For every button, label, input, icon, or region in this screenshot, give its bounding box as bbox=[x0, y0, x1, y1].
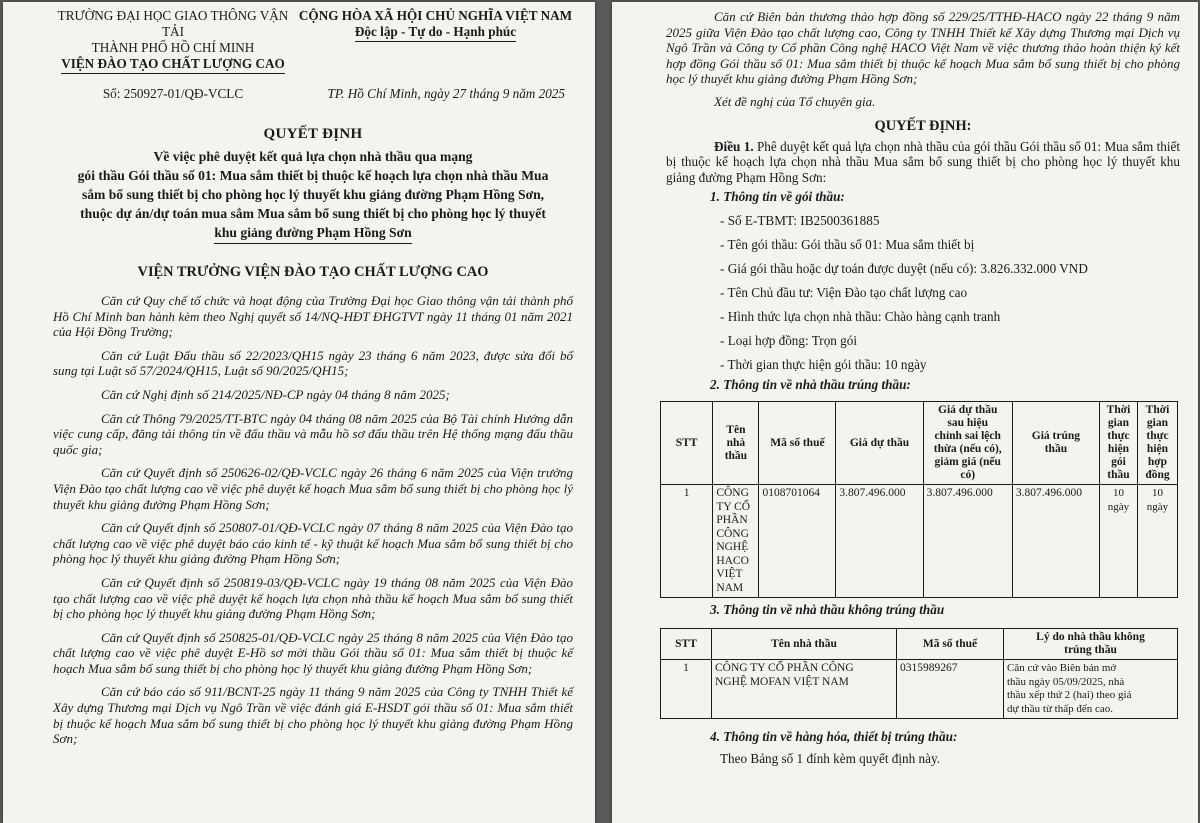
text-line: bị cho phòng học lý thuyết khu giảng đường Phạm Hồng Sơn; bbox=[53, 480, 573, 512]
table-row bbox=[661, 660, 1178, 719]
article-1 bbox=[666, 139, 1180, 186]
text-line: Căn cứ Quyết định số 250825-01/QĐ-VCLC ngày 25 tháng 8 năm 2025 của Viện bbox=[101, 629, 531, 645]
cell-stt: 1 bbox=[661, 485, 713, 598]
text-line: giảm giá (nếu bbox=[934, 456, 1001, 469]
text-line: Giá trúng bbox=[1031, 430, 1081, 443]
text-line: Căn cứ Quyết định số 250819-03/QĐ-VCLC ngày 19 tháng 08 năm 2025 của Viện bbox=[101, 574, 551, 590]
list-item: - Hình thức lựa chọn nhà thầu: Chào hàng cạnh tranh bbox=[720, 309, 1001, 325]
header-bidder-name: Tên nhà thầu bbox=[712, 629, 897, 660]
header-reason bbox=[1004, 629, 1178, 660]
text-line: Phê duyệt kết quả lựa chọn nhà thầu của gói thầu Gói thầu số 01: Mua bbox=[753, 138, 1132, 154]
legal-basis-paragraph bbox=[666, 9, 1180, 87]
cell-bidder-name bbox=[713, 485, 759, 598]
header-package-duration bbox=[1100, 402, 1138, 485]
text-line: Căn cứ Thông 79/2025/TT-BTC ngày 04 tháng 08 năm 2025 của Bộ Tài chính bbox=[101, 410, 514, 426]
text-line: Đào tạo chất lượng cao về việc phê duyệt báo cáo kinh tế - kỹ thuật kế hoạch Mua sắm bbox=[53, 520, 574, 551]
text-line: thừa (nếu có), bbox=[933, 443, 1002, 456]
text-line: VIỆT bbox=[716, 568, 743, 581]
text-line: gian bbox=[1146, 417, 1169, 430]
goods-reference-line: Theo Bảng số 1 đính kèm quyết định này. bbox=[720, 751, 941, 767]
legal-basis-paragraph bbox=[53, 520, 573, 567]
header-award-price bbox=[1012, 402, 1099, 485]
subject-line: Về việc phê duyệt kết quả lựa chọn nhà thầu qua mạng bbox=[153, 149, 473, 164]
text-line: NGHỆ bbox=[716, 541, 749, 554]
document-subject bbox=[63, 147, 563, 244]
legal-basis-paragraph bbox=[53, 387, 573, 403]
cell-tax-code: 0315989267 bbox=[897, 660, 1004, 719]
text-line: 10 bbox=[1112, 487, 1124, 500]
text-line: nhà bbox=[726, 436, 746, 449]
text-line: sắm bổ sung thiết bị cho phòng học lý thuyết khu giảng đường Phạm Hồng Sơn; bbox=[53, 590, 573, 622]
cell-contract-duration bbox=[1137, 485, 1177, 598]
list-item: - Thời gian thực hiện gói thầu: 10 ngày bbox=[720, 357, 927, 373]
text-line: ngày bbox=[1146, 500, 1169, 513]
place-date: TP. Hồ Chí Minh, ngày 27 tháng 9 năm 2025 bbox=[327, 86, 565, 101]
text-line: Căn cứ Quyết định số 250626-02/QĐ-VCLC ngày 26 tháng 6 năm 2025 của Viện bbox=[101, 465, 538, 481]
list-item: - Số E-TBMT: IB2500361885 bbox=[720, 213, 880, 229]
subject-line: thuộc dự án/dự toán mua sắm Mua sắm bổ sung thiết bị cho phòng học lý thuyết bbox=[80, 206, 546, 221]
text-line: dự thầu từ thấp đến cao. bbox=[1007, 702, 1114, 715]
list-item: - Tên Chủ đầu tư: Viện Đào tạo chất lượng cao bbox=[720, 285, 968, 301]
text-line: trúng thầu bbox=[1064, 644, 1117, 657]
cell-reason bbox=[1004, 660, 1178, 719]
text-line: 10 bbox=[1151, 487, 1163, 500]
text-line: thầu bbox=[1107, 469, 1130, 482]
cell-award-price: 3.807.496.000 bbox=[1012, 485, 1099, 598]
list-item: - Tên gói thầu: Gói thầu số 01: Mua sắm thiết bị bbox=[720, 237, 975, 253]
text-line: Thời bbox=[1145, 404, 1170, 417]
list-item: - Loại hợp đồng: Trọn gói bbox=[720, 333, 858, 349]
table-header-row bbox=[661, 629, 1178, 660]
text-line: thảo hoàn thiện ký kết hợp đồng Gói thầu số 01: Mua sắm thiết bị thuộc kế hoạch Mua bbox=[666, 40, 1180, 71]
document-title: QUYẾT ĐỊNH bbox=[263, 126, 363, 142]
national-title bbox=[298, 8, 573, 74]
header-bidder-name bbox=[713, 402, 759, 485]
text-line: thiết bị thuộc kế hoạch Mua sắm bổ sung thiết bị cho phòng học lý thuyết khu giảng bbox=[53, 645, 573, 676]
legal-basis-paragraph bbox=[53, 684, 573, 746]
document-number: Số: 250927-01/QĐ-VCLC bbox=[102, 86, 244, 101]
legal-basis-paragraph bbox=[53, 465, 573, 512]
text-line: sắm thiết bị thuộc kế hoạch lựa chọn nhà thầu Mua sắm bổ sung thiết bị cho phòng học bbox=[666, 138, 1181, 170]
text-line: đổi bổ sung tại Luật số 57/2024/QH15, Luật số 90/2025/QH15; bbox=[53, 347, 573, 379]
text-line: thầu ngày 05/09/2025, nhà bbox=[1007, 675, 1125, 688]
text-line: Thời bbox=[1106, 404, 1131, 417]
section-1-heading: 1. Thông tin về gói thầu: bbox=[710, 189, 845, 205]
header-bid-price: Giá dự thầu bbox=[836, 402, 923, 485]
text-line: lý thuyết khu giảng đường Phạm Hồng Sơn: bbox=[666, 154, 1180, 185]
cell-corrected-price: 3.807.496.000 bbox=[923, 485, 1012, 598]
document-page-1 bbox=[3, 2, 595, 823]
text-line: Căn cứ vào Biên bản mở bbox=[1007, 662, 1117, 675]
text-line: Đào tạo chất lượng cao về việc phê duyệt kế hoạch lựa chọn nhà thầu kế hoạch Mua bbox=[53, 574, 573, 606]
text-line: Căn cứ báo cáo số 911/BCNT-25 ngày 11 tháng 9 năm 2025 của Công ty TNHH bbox=[101, 684, 531, 700]
text-line: CÔNG bbox=[716, 487, 749, 500]
header-stt: STT bbox=[661, 402, 713, 485]
text-line: chỉnh sai lệch bbox=[934, 430, 1001, 443]
losing-bidder-table bbox=[660, 628, 1178, 719]
section-3-heading: 3. Thông tin về nhà thầu không trúng thầu bbox=[710, 602, 945, 618]
text-line: 01: Mua sắm thiết bị thuộc kế hoạch Mua sắm bổ sung thiết bị cho phòng học lý thuyết bbox=[53, 700, 573, 731]
legal-basis-paragraph bbox=[53, 575, 573, 622]
text-line: hiện bbox=[1107, 443, 1130, 456]
subject-line: gói thầu Gói thầu số 01: Mua sắm thiết bị thuộc kế hoạch lựa chọn nhà thầu Mua bbox=[77, 168, 549, 183]
nation-name: CỘNG HÒA XÃ HỘI CHỦ NGHĨA VIỆT NAM bbox=[298, 8, 573, 23]
legal-basis-paragraph bbox=[53, 411, 573, 458]
article-label: Điều 1. bbox=[714, 138, 754, 154]
text-line: 11 tháng 01 năm 2021 của Hội Đồng Trường; bbox=[53, 308, 573, 340]
text-line: Đào tạo chất lượng cao về việc phê duyệt E-Hồ sơ mời thầu Gói thầu số 01: Mua sắm bbox=[53, 629, 574, 661]
text-line: thành phố Hồ Chí Minh ban hành kèm theo Nghị quyết số 14/NQ-HĐT ĐHGTVT ngày bbox=[53, 293, 573, 324]
legal-basis-paragraph bbox=[53, 630, 573, 677]
text-line: đường Phạm Hồng Sơn; bbox=[405, 660, 533, 676]
text-line: CÔNG TY CỔ PHẦN CÔNG bbox=[715, 662, 854, 675]
text-line: đồng bbox=[1145, 469, 1170, 482]
text-line: PHẦN bbox=[716, 514, 748, 527]
text-line: NAM bbox=[716, 581, 744, 594]
decision-heading: QUYẾT ĐỊNH: bbox=[874, 117, 972, 134]
legal-basis-paragraph bbox=[53, 293, 573, 340]
section-2-heading: 2. Thông tin về nhà thầu trúng thầu: bbox=[710, 377, 911, 393]
text-line: sắm bổ sung thiết bị cho phòng học lý thuyết khu giảng đường Phạm Hồng Sơn; bbox=[666, 55, 1180, 87]
section-4-heading: 4. Thông tin về hàng hóa, thiết bị trúng thầu: bbox=[710, 729, 958, 745]
text-line: bổ sung thiết bị cho phòng học lý thuyết khu giảng đường Phạm Hồng Sơn; bbox=[53, 535, 574, 567]
header-stt: STT bbox=[661, 629, 712, 660]
cell-tax-code: 0108701064 bbox=[759, 485, 836, 598]
header-contract-duration bbox=[1137, 402, 1177, 485]
text-line: thầu bbox=[1044, 443, 1068, 456]
text-line: HACO bbox=[716, 554, 749, 567]
text-line: Lý do nhà thầu không bbox=[1036, 631, 1145, 644]
subject-line: khu giảng đường Phạm Hồng Sơn bbox=[214, 223, 411, 244]
header-tax-code: Mã số thuế bbox=[759, 402, 836, 485]
org-line-3: VIỆN ĐÀO TẠO CHẤT LƯỢNG CAO bbox=[61, 56, 285, 74]
text-line: có) bbox=[960, 469, 976, 482]
text-line: CÔNG bbox=[716, 527, 749, 540]
header-tax-code: Mã số thuế bbox=[897, 629, 1004, 660]
winning-bidder-table bbox=[660, 401, 1178, 598]
table-row bbox=[661, 485, 1178, 598]
text-line: Tên bbox=[726, 423, 746, 436]
text-line: hợp bbox=[1147, 456, 1168, 469]
text-line: gói bbox=[1111, 456, 1126, 469]
text-line: sau hiệu bbox=[947, 417, 988, 430]
document-page-2 bbox=[612, 2, 1198, 823]
text-line: thầu bbox=[724, 449, 748, 462]
text-line: ngày bbox=[1107, 500, 1130, 513]
org-line-2: THÀNH PHỐ HỒ CHÍ MINH bbox=[91, 40, 255, 55]
issuing-authority: VIỆN TRƯỞNG VIỆN ĐÀO TẠO CHẤT LƯỢNG CAO bbox=[137, 264, 489, 280]
legal-bases bbox=[53, 293, 573, 747]
text-line: khu giảng đường Phạm Hồng Sơn; bbox=[53, 715, 573, 747]
cell-bidder-name bbox=[712, 660, 897, 719]
proposal-line: Xét đề nghị của Tổ chuyên gia. bbox=[714, 93, 876, 109]
text-line: NGHỆ MOFAN VIỆT NAM bbox=[715, 675, 849, 688]
text-line: thực bbox=[1146, 430, 1169, 443]
legal-basis-paragraph bbox=[53, 348, 573, 379]
text-line: Căn cứ Biên bản thương thảo hợp đồng số 229/25/TTHĐ-HACO ngày 22 tháng 9 bbox=[714, 9, 1158, 24]
org-line-1: TRƯỜNG ĐẠI HỌC GIAO THÔNG VẬN TẢI bbox=[57, 8, 289, 39]
text-line: mại Dịch vụ Ngô Trần và Công ty Cổ phần Công nghệ HACO Việt Nam về việc thương bbox=[666, 24, 1180, 56]
issuing-organization bbox=[53, 8, 293, 74]
text-line: năm 2025 giữa Viện Đào tạo chất lượng cao, Công ty TNHH Thiết kế Xây dựng Thương bbox=[666, 9, 1180, 40]
document-header bbox=[53, 8, 573, 74]
text-line: trưởng Viện Đào tạo chất lượng cao về việc phê duyệt kế hoạch Mua sắm bổ sung thiết bbox=[53, 465, 573, 496]
text-line: TY CỔ bbox=[716, 500, 751, 513]
text-line: Thiết kế Xây dựng Thương mại Dịch vụ Ngô Trần về việc đánh giá E-HSDT gói thầu số bbox=[53, 684, 573, 716]
list-item: - Giá gói thầu hoặc dự toán được duyệt (nếu có): 3.826.332.000 VND bbox=[720, 261, 1088, 277]
text-line: Giá dự thầu bbox=[938, 404, 998, 417]
text-line: Căn cứ Nghị định số 214/2025/NĐ-CP ngày 04 tháng 8 năm 2025; bbox=[101, 386, 450, 402]
header-corrected-price bbox=[923, 402, 1012, 485]
text-line: gian bbox=[1107, 417, 1130, 430]
table-header-row bbox=[661, 402, 1178, 485]
national-motto: Độc lập - Tự do - Hạnh phúc bbox=[355, 24, 516, 42]
subject-line: sắm bổ sung thiết bị cho phòng học lý thuyết khu giảng đường Phạm Hồng Sơn, bbox=[81, 187, 545, 202]
cell-stt: 1 bbox=[661, 660, 712, 719]
text-line: hiện bbox=[1146, 443, 1169, 456]
text-line: Hướng dẫn việc cung cấp, đăng tải thông tin về đấu thầu và mẫu hồ sơ đấu thầu trên Hệ bbox=[53, 410, 574, 442]
text-line: Căn cứ Luật Đấu thầu số 22/2023/QH15 ngày 23 tháng 6 năm 2023, được sửa bbox=[101, 347, 539, 363]
text-line: thực bbox=[1107, 430, 1130, 443]
text-line: thầu xếp thứ 2 (hai) theo giá bbox=[1007, 689, 1132, 702]
package-info-list bbox=[666, 213, 1180, 373]
text-line: Căn cứ Quy chế tổ chức và hoạt động của Trường Đại học Giao thông vận tải bbox=[101, 293, 521, 308]
text-line: Căn cứ Quyết định số 250807-01/QĐ-VCLC ngày 07 tháng 8 năm 2025 của Viện bbox=[101, 520, 531, 536]
cell-bid-price: 3.807.496.000 bbox=[836, 485, 923, 598]
cell-package-duration bbox=[1100, 485, 1138, 598]
text-line: thống mạng đấu thầu quốc gia; bbox=[53, 426, 573, 457]
